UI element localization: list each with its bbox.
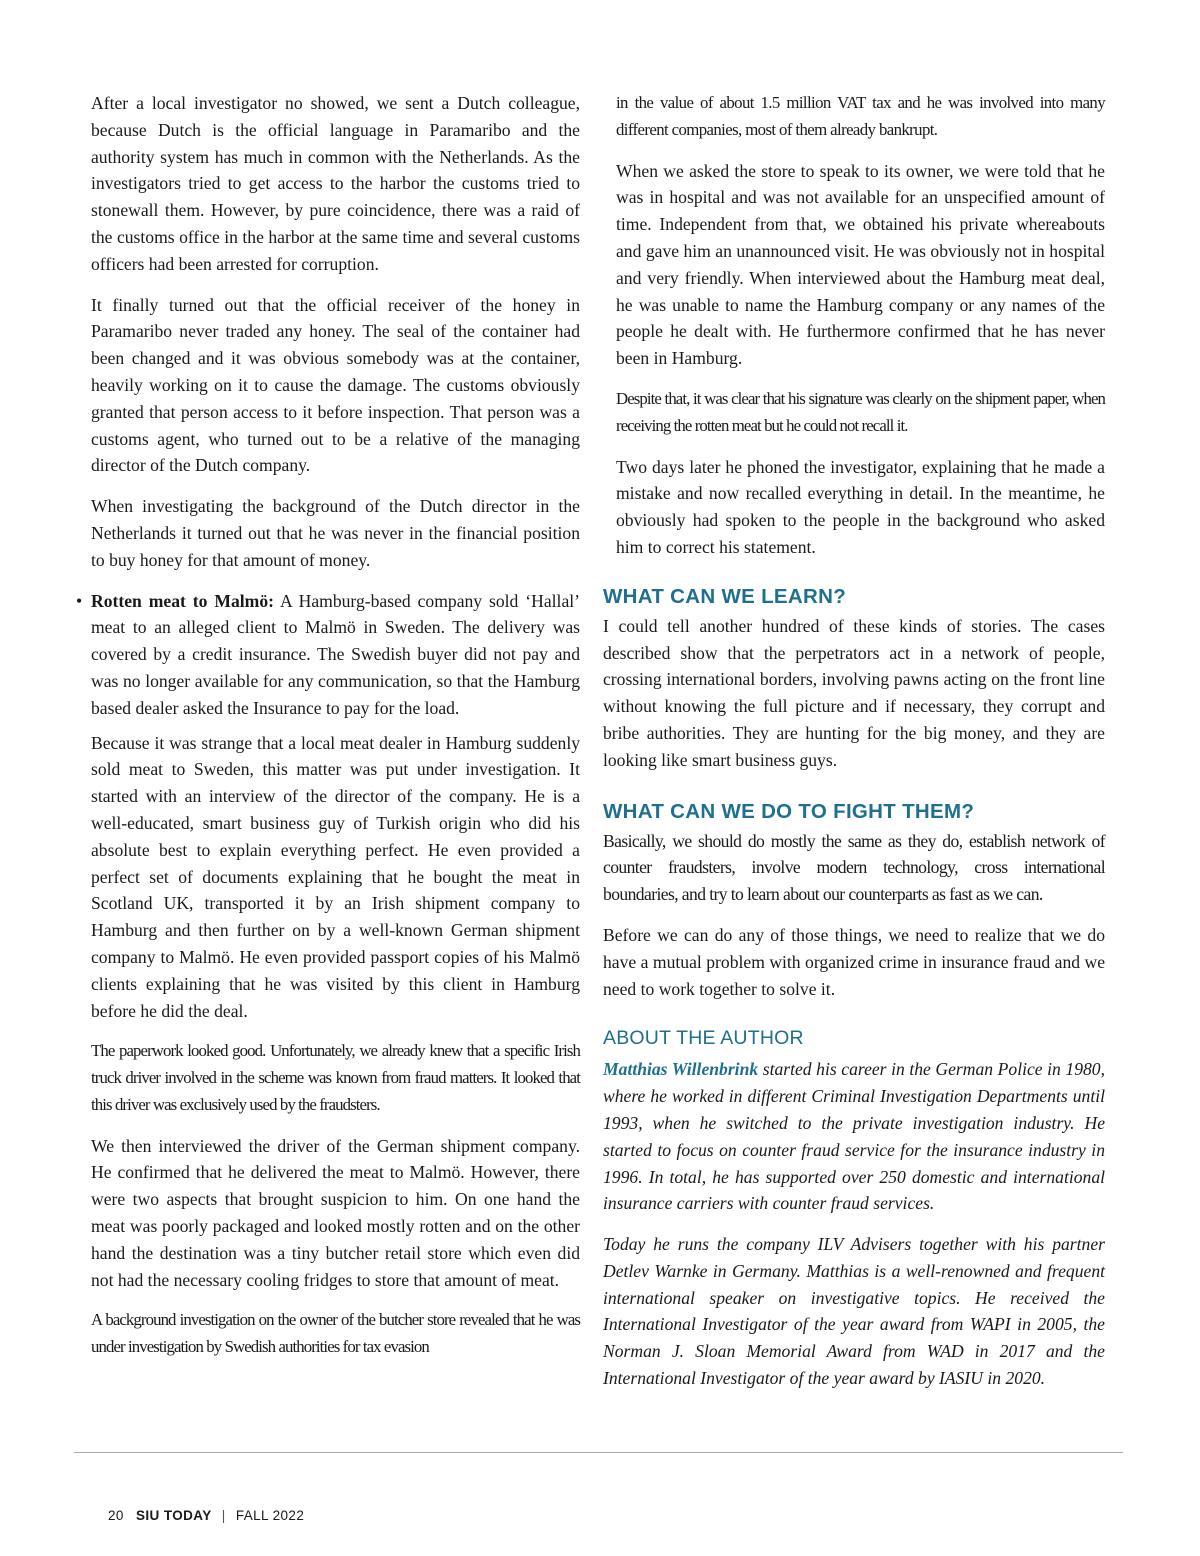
left-column (76, 90, 580, 1375)
section-heading-learn: WHAT CAN WE LEARN? (603, 584, 847, 608)
bullet-item (76, 588, 580, 722)
continued-story (603, 90, 1105, 561)
paragraph: We then interviewed the driver of the German shipment company. He confirmed that he delivered the meat to Malmö. However, there were two aspects that brought suspicion to him. On one hand the meat was poorly packaged and looked mostly rotten and on the other hand the destination was a tiny butcher retail store which even did not had the necessary cooling fridges to store that amount of meat. (91, 1135, 580, 1290)
bullet-text: A Hamburg-based company sold ‘Hallal’ meat to an alleged client to Malmö in Sweden. The delivery was covered by a credit insurance. The Swedish buyer did not pay and was no longer available for any communication, so that the Hamburg based dealer asked the Insurance to pay for the load. (91, 590, 580, 718)
paragraph (603, 1056, 1105, 1217)
paragraph: When we asked the store to speak to its owner, we were told that he was in hospital and was not available for an unspecified amount of time. Independent from that, we obtained his private whereabouts and gave him an unannounced visit. He was obviously not in hospital and very friendly. When interviewed about the Hamburg meat deal, he was unable to name the Hamburg company or any names of the people he dealt with. He furthermore confirmed that he has never been in Hamburg. (616, 160, 1105, 369)
footer-separator: | (221, 1508, 226, 1523)
page-number: 20 (108, 1508, 124, 1523)
paragraph: A background investigation on the owner of the butcher store revealed that he was under investigation by Swedish authorities for tax evasion (91, 1310, 580, 1357)
author-bio (603, 1056, 1105, 1392)
paragraph: It finally turned out that the official receiver of the honey in Paramaribo never traded any honey. The seal of the container had been changed and it was obvious somebody was at the container, heavily working on it to cause the damage. The customs obviously granted that person access to it before inspection. That person was a customs agent, who turned out to be a relative of the managing director of the Dutch company. (91, 294, 580, 476)
paragraph: After a local investigator no showed, we sent a Dutch colleague, because Dutch is the official language in Paramaribo and the authority system has much in common with the Netherlands. As the investigators tried to get access to the harbor the customs tried to stonewall them. However, by pure coincidence, there was a raid of the customs office in the harbor at the same time and several customs officers had been arrested for corruption. (91, 93, 580, 274)
author-name: Matthias Willenbrink (603, 1059, 759, 1080)
section-heading-fight: WHAT CAN WE DO TO FIGHT THEM? (603, 799, 975, 823)
paragraph: in the value of about 1.5 million VAT tax and he was involved into many different companies, most of them already bankrupt. (616, 93, 1105, 139)
bio-text: started his career in the German Police in 1980, where he worked in different Criminal Investigation Departments until 1993, when he switched to the private investigation industry. He started to focus on counter fraud service for the insurance industry in 1996. In total, he has supported over 250 domestic and international insurance carriers with counter fraud services. (603, 1059, 1105, 1214)
bullet-title: Rotten meat to Malmö: (91, 590, 274, 611)
paragraph: Today he runs the company ILV Advisers together with his partner Detlev Warnke in Germany. Matthias is a well-renowned and frequent international speaker on investigative topics. He received the International Investigator of the year award from WAPI in 2005, the Norman J. Sloan Memorial Award from WAD in 2017 and the International Investigator of the year award by IASIU in 2020. (603, 1234, 1105, 1389)
right-column (603, 90, 1105, 1406)
paragraph: The paperwork looked good. Unfortunately, we already knew that a specific Irish truck driver involved in the scheme was known from fraud matters. It looked that this driver was exclusively used by the fraudsters. (91, 1041, 580, 1114)
magazine-name: SIU TODAY (135, 1508, 212, 1523)
bullet-icon: • (76, 590, 83, 611)
section-heading-author: ABOUT THE AUTHOR (603, 1027, 804, 1050)
paragraph: I could tell another hundred of these kinds of stories. The cases described show that the perpetrators act in a network of people, crossing international borders, involving pawns acting on the front line without knowing the full picture and if necessary, they corrupt and bribe authorities. They are hunting for the big money, and they are looking like smart business guys. (603, 615, 1105, 770)
footer (108, 1508, 304, 1523)
paragraph: Basically, we should do mostly the same as they do, establish network of counter fraudsters, involve modern technology, cross international boundaries, and try to learn about our counterparts as fast as we can. (603, 830, 1105, 905)
paragraph: Before we can do any of those things, we need to realize that we do have a mutual problem with organized crime in insurance fraud and we need to work together to solve it. (603, 924, 1105, 999)
paragraph: Two days later he phoned the investigator, explaining that he made a mistake and now recalled everything in detail. In the meantime, he obviously had spoken to the people in the background who asked him to correct his statement. (616, 456, 1105, 557)
paragraph: When investigating the background of the Dutch director in the Netherlands it turned out that he was never in the financial position to buy honey for that amount of money. (91, 496, 580, 570)
footer-divider (74, 1452, 1123, 1453)
paragraph: Despite that, it was clear that his signature was clearly on the shipment paper, when receiving the rotten meat but he could not recall it. (616, 388, 1105, 435)
paragraph: Because it was strange that a local meat dealer in Hamburg suddenly sold meat to Sweden, this matter was put under investigation. It started with an interview of the director of the company. He is a well-educated, smart business guy of Turkish origin who did his absolute best to explain everything perfect. He even provided a perfect set of documents explaining that he bought the meat in Scotland UK, transported it by an Irish shipment company to Hamburg and then further on by a well-known German shipment company to Malmö. He even provided passport copies of his Malmö clients explaining that he was visited by this client in Hamburg before he did the deal. (91, 732, 580, 1021)
issue-label: FALL 2022 (235, 1508, 305, 1523)
